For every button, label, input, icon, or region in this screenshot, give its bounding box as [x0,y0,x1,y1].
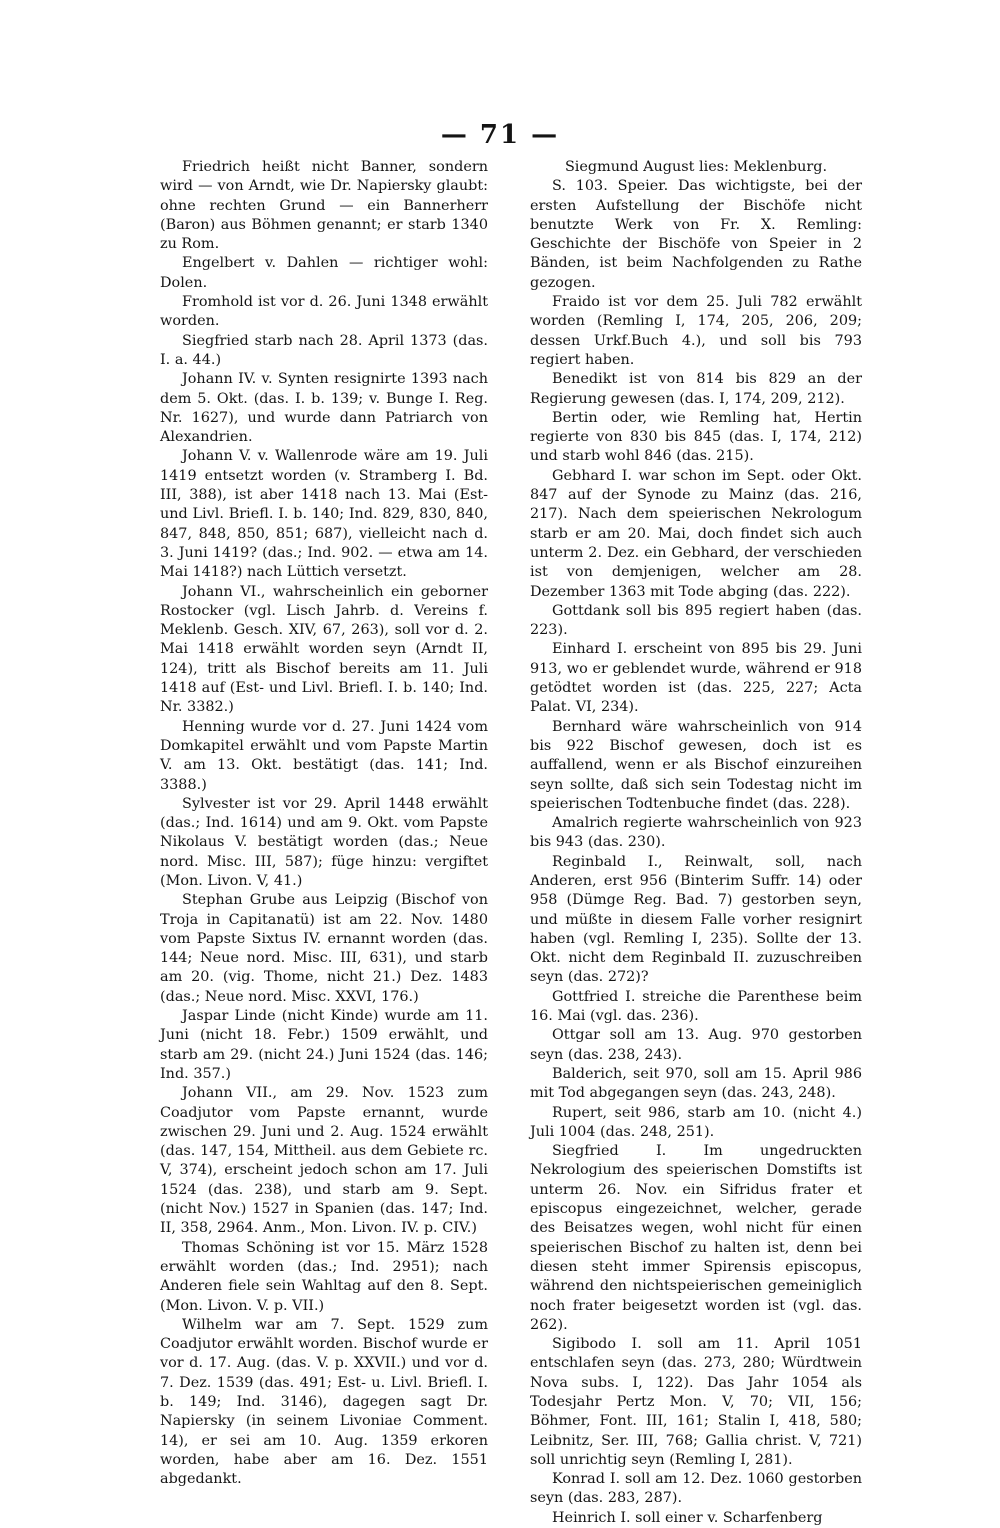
paragraph-siegfried: Siegfried starb nach 28. April 1373 (das. I. a. 44.) [160,332,488,368]
paragraph-johann-iv: Johann IV. v. Synten resignirte 1393 nach dem 5. Okt. (das. I. b. 139; v. Bunge I. Reg. Nr. 1627), und wurde dann Patriarch von Alexandrien. [160,371,488,446]
page-number: — 71 — [440,120,560,150]
paragraph-einhard: Einhard I. erscheint von 895 bis 29. Juni 913, wo er geblendet wurde, während er 918 getödtet worden ist (das. 225, 227; Acta Palat. VI, 234). [530,641,862,716]
paragraph-konrad: Konrad I. soll am 12. Dez. 1060 gestorben seyn (das. 283, 287). [530,1471,862,1507]
paragraph-siegfried-i: Siegfried I. Im ungedruckten Nekrologium des speierischen Domstifts ist unterm 26. Nov. ein Sifridus frater et episcopus eingezeichnet, welcher, gerade des Beisatzes wegen, wohl nicht für einen speierischen Bischof zu halten ist, denn bei diesen steht immer Spirensis episcopus, während den nichtspeierischen gemeiniglich noch frater beigesetzt worden ist (vgl. das. 262). [530,1143,862,1333]
paragraph-bertin: Bertin oder, wie Remling hat, Hertin regierte von 830 bis 845 (das. I, 174, 212) und starb wohl 846 (das. 215). [530,409,862,465]
paragraph-johann-vii: Johann VII., am 29. Nov. 1523 zum Coadjutor vom Papste ernannt, wurde zwischen 29. Juni und 2. Aug. 1524 erwählt (das. 147, 154, Mittheil. aus dem Gebiete rc. V, 374), erscheint jedoch schon am 17. Juli 1524 (das. 238), und starb am 9. Sept. (nicht Nov.) 1527 in Spanien (das. 147; Ind. II, 358, 2964. Anm., Mon. Livon. IV. p. CIV.) [160,1085,488,1237]
paragraph-johann-v: Johann V. v. Wallenrode wäre am 19. Juli 1419 entsetzt worden (v. Stramberg I. Bd. III, 388), ist aber 1418 nach 13. Mai (Est- und Livl. Briefl. I. b. 140; Ind. 829, 830, 840, 847, 848, 850, 851; 687), vielleicht nach d. 3. Juni 1419? (das.; Ind. 902. — etwa am 14. Mai 1418?) nach Lüttich versetzt. [160,448,488,581]
paragraph-fraido: Fraido ist vor dem 25. Juli 782 erwählt worden (Remling I, 174, 205, 206, 209; dessen Urkf.Buch 4.), und soll bis 793 regiert haben. [530,294,862,368]
paragraph-gebhard: Gebhard I. war schon im Sept. oder Okt. 847 auf der Synode zu Mainz (das. 216, 217). Nach dem speierischen Nekrologum starb er am 20. Mai, doch findet sich auch unterm 2. Dez. ein Gebhard, der verschieden ist von demjenigen, welcher am 28. Dezember 1363 mit Tode abging (das. 222). [530,467,862,600]
paragraph-jaspar-linde: Jaspar Linde (nicht Kinde) wurde am 11. Juni (nicht 18. Febr.) 1509 erwählt, und starb am 29. (nicht 24.) Juni 1524 (das. 146; Ind. 357.) [160,1008,488,1082]
paragraph-balderich: Balderich, seit 970, soll am 15. April 986 mit Tod abgegangen seyn (das. 243, 248). [530,1065,862,1102]
left-column [160,158,488,1489]
paragraph-benedikt: Benedikt ist von 814 bis 829 an der Regierung gewesen (das. I, 174, 209, 212). [530,371,862,407]
paragraph-heinrich: Heinrich I. soll einer v. Scharfenberg [552,1509,823,1526]
paragraph-engelbert: Engelbert v. Dahlen — richtiger wohl: Dolen. [160,255,488,291]
paragraph-amalrich: Amalrich regierte wahrscheinlich von 923 bis 943 (das. 230). [530,815,862,851]
paragraph-thomas-schoening: Thomas Schöning ist vor 15. März 1528 erwählt worden (das.; Ind. 2951); nach Anderen fiele sein Wahltag auf den 8. Sept. (Mon. Livon. V. p. VII.) [160,1239,488,1314]
paragraph-stephan-grube: Stephan Grube aus Leipzig (Bischof von Troja in Capitanatü) ist am 22. Nov. 1480 vom Papste Sixtus IV. ernannt worden (das. 144; Neue nord. Misc. III, 631), und starb am 20. (vig. Thome, nicht 21.) Dez. 1483 (das.; Neue nord. Misc. XXVI, 176.) [160,892,488,1005]
paragraph-henning: Henning wurde vor d. 27. Juni 1424 vom Domkapitel erwählt und vom Papste Martin V. am 13. Okt. bestätigt (das. 141; Ind. 3388.) [160,718,488,793]
paragraph-wilhelm: Wilhelm war am 7. Sept. 1529 zum Coadjutor erwählt worden. Bischof wurde er vor d. 17. Aug. (das. V. p. XXVII.) und vor d. 7. Dez. 1539 (das. 491; Est- u. Livl. Briefl. I. b. 149; Ind. 3146), dagegen sagt Dr. Napiersky (in seinem Livoniae Comment. 14), er sei am 10. Aug. 1359 erkoren worden, habe aber am 16. Dez. 1551 abgedankt. [160,1316,488,1488]
paragraph-speier: S. 103. Speier. Das wichtigste, bei der ersten Aufstellung der Bischöfe nicht benutzte Werk von Fr. X. Remling: Geschichte der Bischöfe von Speier in 2 Bänden, ist beim Nachfolgenden zu Rathe gezogen. [530,178,862,291]
paragraph-fromhold: Fromhold ist vor d. 26. Juni 1348 erwählt worden. [160,294,488,330]
paragraph-gottfried: Gottfried I. streiche die Parenthese beim 16. Mai (vgl. das. 236). [530,988,862,1025]
paragraph-johann-vi: Johann VI., wahrscheinlich ein geborner Rostocker (vgl. Lisch Jahrb. d. Vereins f. Meklenb. Gesch. XIV, 67, 263), soll vor d. 2. Mai 1418 erwählt worden seyn (Arndt II, 124), tritt als Bischof bereits am 11. Juli 1418 auf (Est- und Livl. Briefl. I. b. 140; Ind. Nr. 3382.) [160,583,488,716]
paragraph-sigibodo: Sigibodo I. soll am 11. April 1051 entschlafen seyn (das. 273, 280; Würdtwein Nova subs. I, 122). Das Jahr 1054 als Todesjahr Pertz Mon. V, 70; VII, 156; Böhmer, Font. III, 161; Stalin I, 418, 580; Leibnitz, Ser. III, 768; Gallia christ. V, 721) soll unrichtig seyn (Remling I, 281). [530,1336,862,1468]
paragraph-ottgar: Ottgar soll am 13. Aug. 970 gestorben seyn (das. 238, 243). [530,1027,862,1063]
paragraph-rupert: Rupert, seit 986, starb am 10. (nicht 4.) Juli 1004 (das. 248, 251). [530,1104,862,1140]
paragraph-sylvester: Sylvester ist vor 29. April 1448 erwählt (das.; Ind. 1614) und am 9. Okt. vom Papste Nikolaus V. bestätigt worden (das.; Neue nord. Misc. III, 587); füge hinzu: vergiftet (Mon. Livon. V, 41.) [160,795,488,889]
paragraph-bernhard: Bernhard wäre wahrscheinlich von 914 bis 922 Bischof gewesen, doch ist es auffallend, wenn er als Bischof einzureihen seyn sollte, daß sich sein Todestag nicht im speierischen Todtenbuche findet (das. 228). [530,718,862,812]
right-column [530,158,862,1528]
paragraph-friedrich: Friedrich heißt nicht Banner, sondern wird — von Arndt, wie Dr. Napiersky glaubt: ohne rechten Grund — ein Bannerherr (Baron) aus Böhmen genannt; er starb 1340 zu Rom. [160,159,488,253]
paragraph-reginbald: Reginbald I., Reinwalt, soll, nach Anderen, erst 956 (Binterim Suffr. 14) oder 958 (Dümge Reg. Bad. 7) gestorben seyn, und müßte in diesem Falle vorher resignirt haben (vgl. Remling I, 235). Sollte der 13. Okt. nicht dem Reginbald II. zuzuschreiben seyn (das. 272)? [530,853,862,986]
paragraph-siegmund-august: Siegmund August lies: Meklenburg. [564,159,828,175]
paragraph-gottdank: Gottdank soll bis 895 regiert haben (das. 223). [530,602,862,639]
